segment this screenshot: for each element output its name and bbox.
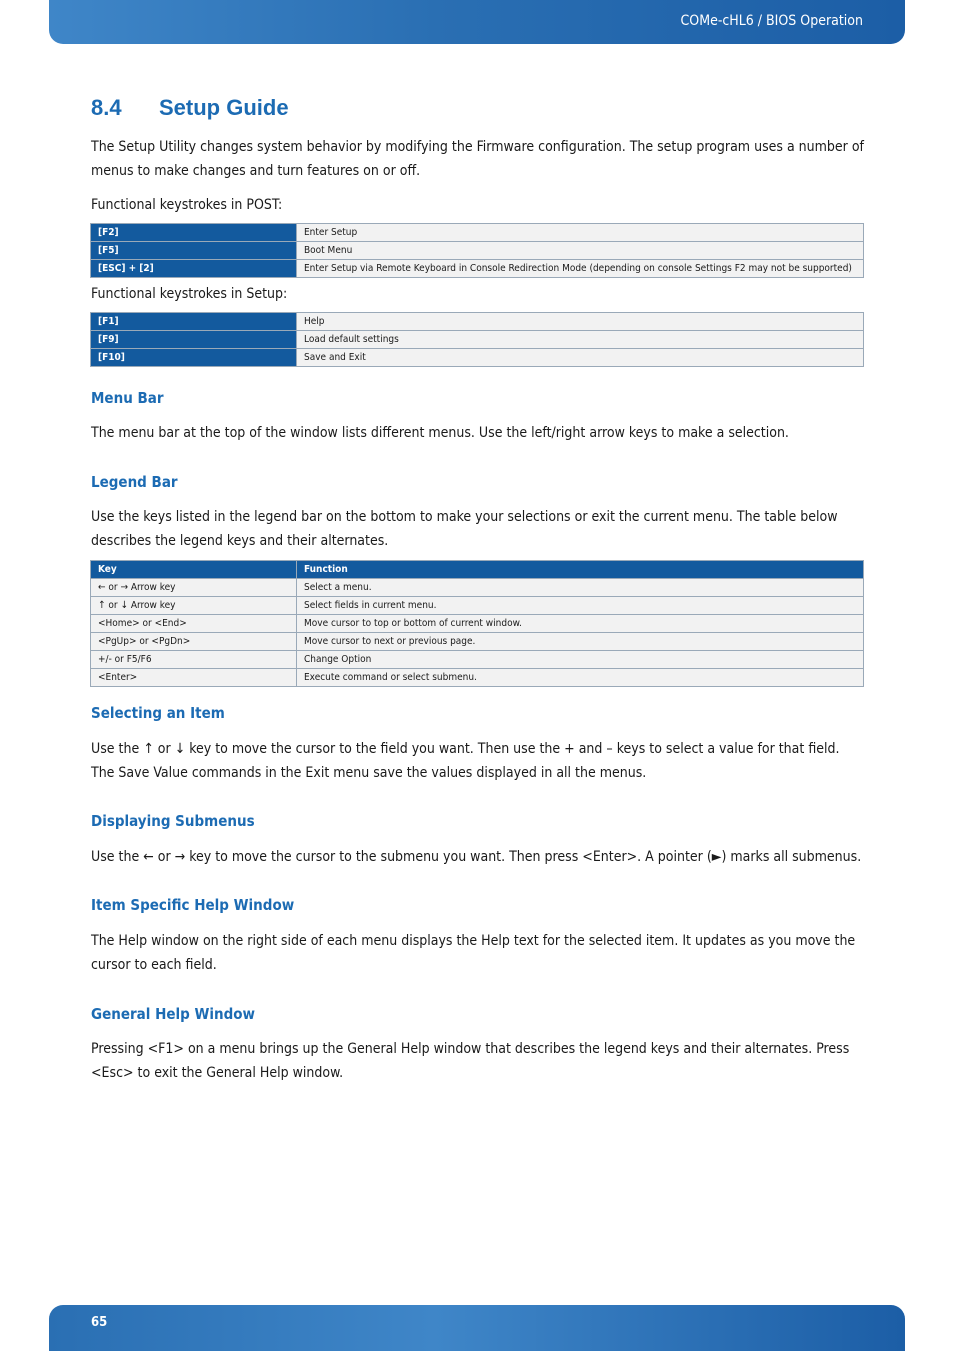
table-row [91, 633, 864, 651]
function-cell: Move cursor to top or bottom of current window. [297, 615, 864, 633]
key-cell: <PgUp> or <PgDn> [91, 633, 297, 651]
setup-keys-table [90, 312, 864, 367]
key-cell: [F9] [91, 331, 297, 349]
setup-keys-label: Functional keystrokes in Setup: [91, 286, 288, 302]
key-cell: [ESC] + [2] [91, 260, 297, 278]
function-cell: Move cursor to next or previous page. [297, 633, 864, 651]
table-row [91, 331, 864, 349]
submenus-paragraph: Use the ← or → key to move the cursor to the submenu you want. Then press <Enter>. A pointer (►) marks all submenus. [91, 849, 862, 865]
selecting-item-paragraph: Use the ↑ or ↓ key to move the cursor to the field you want. Then use the + and – keys to select a value for that field. The Save Value commands in the Exit menu save the values displayed in all the menus. [91, 741, 840, 781]
table-row [91, 349, 864, 367]
page-header-bar [49, 0, 905, 44]
selecting-item-heading: Selecting an Item [91, 704, 225, 722]
section-number: 8.4 [91, 95, 122, 120]
table-header-row [91, 561, 864, 579]
desc-cell: Load default settings [297, 331, 864, 349]
function-cell: Select a menu. [297, 579, 864, 597]
column-header-function: Function [297, 561, 864, 579]
page-footer-bar [49, 1305, 905, 1351]
intro-paragraph: The Setup Utility changes system behavior by modifying the Firmware configuration. The setup program uses a number of menus to make changes and turn features on or off. [91, 139, 864, 179]
key-cell: <Home> or <End> [91, 615, 297, 633]
submenus-heading: Displaying Submenus [91, 812, 255, 830]
table-row [91, 313, 864, 331]
general-help-paragraph: Pressing <F1> on a menu brings up the General Help window that describes the legend keys and their alternates. Press <Esc> to exit the General Help window. [91, 1041, 850, 1081]
post-keys-label: Functional keystrokes in POST: [91, 197, 283, 213]
desc-cell: Boot Menu [297, 242, 864, 260]
table-row [91, 224, 864, 242]
key-cell: ← or → Arrow key [91, 579, 297, 597]
menu-bar-heading: Menu Bar [91, 389, 164, 407]
legend-bar-heading: Legend Bar [91, 473, 178, 491]
key-cell: <Enter> [91, 669, 297, 687]
legend-keys-table [90, 560, 864, 687]
table-row [91, 615, 864, 633]
item-help-heading: Item Specific Help Window [91, 896, 295, 914]
table-row [91, 651, 864, 669]
function-cell: Change Option [297, 651, 864, 669]
header-title: COMe-cHL6 / BIOS Operation [680, 13, 863, 29]
table-row [91, 669, 864, 687]
key-cell: [F1] [91, 313, 297, 331]
section-title-text: Setup Guide [159, 95, 289, 120]
desc-cell: Enter Setup via Remote Keyboard in Console Redirection Mode (depending on console Settings F2 may not be supported) [297, 260, 864, 278]
page-number: 65 [91, 1315, 108, 1330]
function-cell: Select fields in current menu. [297, 597, 864, 615]
post-keys-table [90, 223, 864, 278]
table-row [91, 597, 864, 615]
key-cell: +/- or F5/F6 [91, 651, 297, 669]
general-help-heading: General Help Window [91, 1005, 256, 1023]
desc-cell: Save and Exit [297, 349, 864, 367]
key-cell: [F2] [91, 224, 297, 242]
menu-bar-paragraph: The menu bar at the top of the window lists different menus. Use the left/right arrow keys to make a selection. [91, 425, 789, 441]
column-header-key: Key [91, 561, 297, 579]
section-title [91, 95, 289, 121]
desc-cell: Help [297, 313, 864, 331]
table-row [91, 579, 864, 597]
key-cell: ↑ or ↓ Arrow key [91, 597, 297, 615]
key-cell: [F5] [91, 242, 297, 260]
key-cell: [F10] [91, 349, 297, 367]
function-cell: Execute command or select submenu. [297, 669, 864, 687]
table-row [91, 260, 864, 278]
legend-bar-paragraph: Use the keys listed in the legend bar on the bottom to make your selections or exit the current menu. The table below describes the legend keys and their alternates. [91, 509, 838, 549]
desc-cell: Enter Setup [297, 224, 864, 242]
item-help-paragraph: The Help window on the right side of each menu displays the Help text for the selected item. It updates as you move the cursor to each field. [91, 933, 856, 973]
table-row [91, 242, 864, 260]
